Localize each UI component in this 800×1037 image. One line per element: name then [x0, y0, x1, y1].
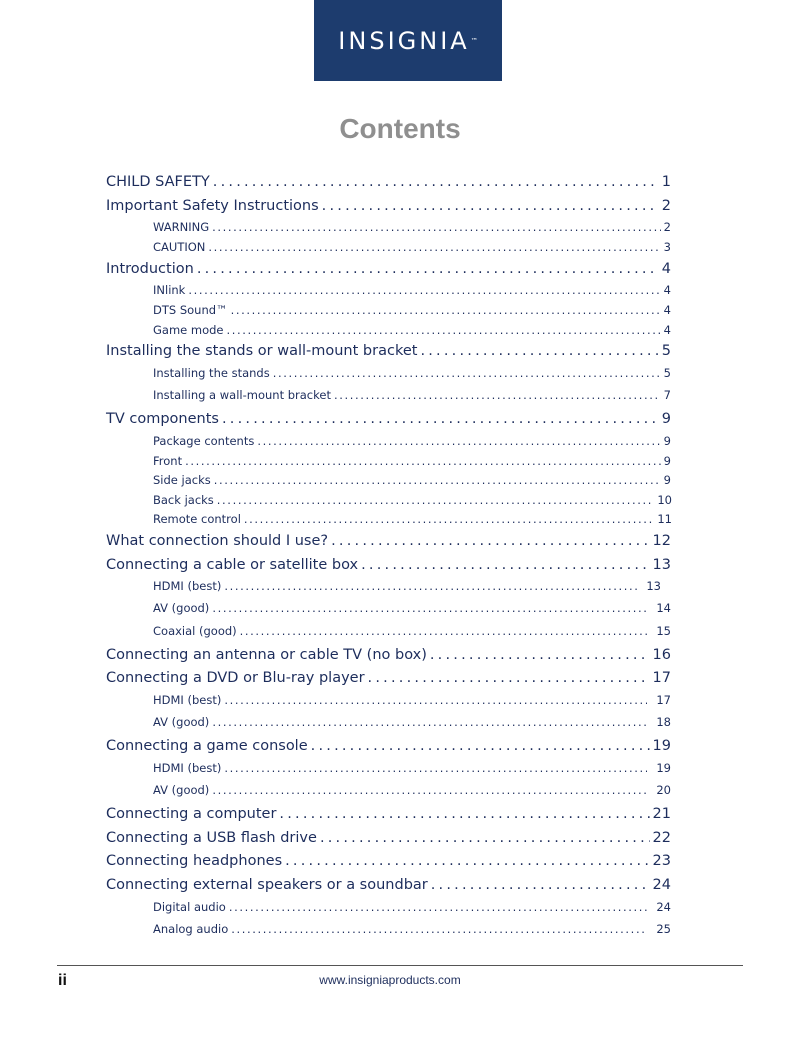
dot-leader [334, 388, 661, 402]
trademark-mark: ™ [470, 36, 478, 45]
toc-entry-page: 14 [656, 601, 671, 615]
toc-subentry-inlink[interactable] [153, 283, 671, 297]
toc-entry-page: 21 [652, 806, 671, 822]
dot-leader [212, 715, 647, 729]
dot-leader [217, 493, 655, 507]
toc-entry-speakers-soundbar[interactable] [106, 877, 671, 893]
brand-logo [314, 0, 502, 81]
toc-entry-page: 2 [663, 220, 671, 234]
dot-leader [273, 366, 661, 380]
dot-leader [431, 877, 650, 893]
dot-leader [224, 579, 637, 593]
dot-leader [430, 647, 650, 663]
toc-entry-game-console[interactable] [106, 738, 671, 754]
toc-entry-label: WARNING [153, 220, 210, 234]
dot-leader [197, 261, 659, 277]
toc-subentry-side-jacks[interactable] [153, 473, 671, 487]
toc-subentry-av-good[interactable] [153, 783, 671, 797]
toc-entry-headphones[interactable] [106, 853, 671, 869]
toc-subentry-digital-audio[interactable] [153, 900, 671, 914]
dot-leader [185, 454, 661, 468]
toc-entry-label: Introduction [106, 261, 194, 277]
dot-leader [279, 806, 649, 822]
dot-leader [257, 434, 660, 448]
dot-leader [231, 303, 661, 317]
dot-leader [212, 601, 647, 615]
toc-entry-label: DTS Sound™ [153, 303, 228, 317]
dot-leader [188, 283, 660, 297]
toc-entry-page: 7 [663, 388, 671, 402]
dot-leader [331, 533, 649, 549]
toc-subentry-warning[interactable] [153, 220, 671, 234]
toc-subentry-remote-control[interactable] [153, 512, 672, 526]
toc-entry-page: 4 [661, 261, 671, 277]
toc-entry-page: 20 [656, 783, 671, 797]
dot-leader [212, 220, 661, 234]
toc-entry-child-safety[interactable] [106, 174, 671, 190]
toc-entry-page: 9 [661, 411, 671, 427]
toc-entry-label: Installing the stands or wall-mount bracket [106, 343, 418, 359]
toc-subentry-caution[interactable] [153, 240, 671, 254]
toc-entry-label: AV (good) [153, 601, 210, 615]
dot-leader [322, 198, 659, 214]
toc-entry-label: Connecting a computer [106, 806, 277, 822]
toc-entry-page: 15 [656, 624, 671, 638]
dot-leader [214, 473, 661, 487]
toc-subentry-package-contents[interactable] [153, 434, 671, 448]
toc-entry-label: Connecting a DVD or Blu-ray player [106, 670, 365, 686]
toc-entry-label: Game mode [153, 323, 224, 337]
toc-entry-page: 5 [663, 366, 671, 380]
toc-entry-what-connection[interactable] [106, 533, 671, 549]
dot-leader [244, 512, 654, 526]
toc-entry-page: 16 [652, 647, 671, 663]
toc-entry-page: 19 [656, 761, 671, 775]
toc-entry-label: Coaxial (good) [153, 624, 237, 638]
toc-entry-page: 2 [661, 198, 671, 214]
toc-entry-antenna-cable-tv[interactable] [106, 647, 671, 663]
toc-subentry-analog-audio[interactable] [153, 922, 671, 936]
toc-entry-label: TV components [106, 411, 219, 427]
toc-entry-label: Back jacks [153, 493, 214, 507]
toc-entry-page: 10 [657, 493, 672, 507]
toc-entry-label: Connecting headphones [106, 853, 283, 869]
dot-leader [224, 693, 647, 707]
dot-leader [222, 411, 659, 427]
toc-entry-page: 9 [663, 454, 671, 468]
toc-subentry-back-jacks[interactable] [153, 493, 672, 507]
toc-entry-label: What connection should I use? [106, 533, 329, 549]
toc-entry-label: HDMI (best) [153, 693, 222, 707]
toc-entry-page: 17 [656, 693, 671, 707]
brand-name: INSIGNIA [338, 26, 470, 55]
dot-leader [212, 783, 647, 797]
toc-subentry-wall-mount[interactable] [153, 388, 671, 402]
toc-entry-page: 13 [652, 557, 671, 573]
toc-entry-label: Installing the stands [153, 366, 270, 380]
toc-entry-computer[interactable] [106, 806, 671, 822]
footer-divider [57, 965, 743, 966]
toc-subentry-dts-sound[interactable] [153, 303, 671, 317]
toc-entry-page: 25 [656, 922, 671, 936]
toc-entry-label: HDMI (best) [153, 761, 222, 775]
toc-entry-label: Connecting an antenna or cable TV (no box) [106, 647, 427, 663]
dot-leader [224, 761, 647, 775]
toc-entry-installing-stands-bracket[interactable] [106, 343, 671, 359]
toc-entry-page: 3 [663, 240, 671, 254]
dot-leader [240, 624, 648, 638]
toc-entry-page: 13 [646, 579, 661, 593]
dot-leader [361, 557, 649, 573]
toc-subentry-front[interactable] [153, 454, 671, 468]
dot-leader [420, 343, 658, 359]
toc-entry-label: AV (good) [153, 715, 210, 729]
toc-entry-page: 19 [652, 738, 671, 754]
toc-subentry-hdmi-best[interactable] [153, 693, 671, 707]
toc-entry-page: 12 [652, 533, 671, 549]
dot-leader [227, 323, 661, 337]
toc-subentry-hdmi-best[interactable] [153, 579, 661, 593]
toc-entry-label: Connecting external speakers or a soundbar [106, 877, 428, 893]
toc-entry-page: 22 [652, 830, 671, 846]
toc-entry-page: 11 [657, 512, 672, 526]
toc-entry-page: 23 [652, 853, 671, 869]
dot-leader [213, 174, 659, 190]
toc-entry-page: 4 [663, 303, 671, 317]
toc-subentry-game-mode[interactable] [153, 323, 671, 337]
toc-entry-label: CHILD SAFETY [106, 174, 210, 190]
toc-entry-dvd-bluray[interactable] [106, 670, 671, 686]
toc-entry-page: 17 [652, 670, 671, 686]
toc-entry-introduction[interactable] [106, 261, 671, 277]
dot-leader [231, 922, 647, 936]
toc-entry-label: AV (good) [153, 783, 210, 797]
page-number: ii [58, 972, 67, 989]
toc-entry-page: 9 [663, 434, 671, 448]
toc-entry-label: Connecting a USB flash drive [106, 830, 317, 846]
dot-leader [320, 830, 650, 846]
toc-entry-label: Connecting a game console [106, 738, 308, 754]
toc-entry-label: Side jacks [153, 473, 211, 487]
toc-entry-label: Installing a wall-mount bracket [153, 388, 331, 402]
toc-entry-page: 5 [661, 343, 671, 359]
toc-entry-page: 9 [663, 473, 671, 487]
dot-leader [229, 900, 648, 914]
toc-subentry-av-good[interactable] [153, 601, 671, 615]
toc-entry-usb-flash-drive[interactable] [106, 830, 671, 846]
footer-url: www.insigniaproducts.com [319, 973, 461, 987]
dot-leader [368, 670, 650, 686]
toc-subentry-coaxial-good[interactable] [153, 624, 671, 638]
toc-entry-page: 1 [661, 174, 671, 190]
toc-subentry-hdmi-best[interactable] [153, 761, 671, 775]
dot-leader [311, 738, 650, 754]
toc-entry-label: Connecting a cable or satellite box [106, 557, 359, 573]
toc-entry-page: 18 [656, 715, 671, 729]
page-title: Contents [339, 113, 461, 144]
toc-entry-label: HDMI (best) [153, 579, 222, 593]
toc-entry-page: 24 [656, 900, 671, 914]
toc-entry-label: Remote control [153, 512, 241, 526]
toc-subentry-av-good[interactable] [153, 715, 671, 729]
toc-entry-label: Important Safety Instructions [106, 198, 319, 214]
toc-entry-label: Digital audio [153, 900, 226, 914]
dot-leader [208, 240, 660, 254]
toc-entry-label: CAUTION [153, 240, 206, 254]
toc-entry-label: INlink [153, 283, 186, 297]
toc-entry-label: Front [153, 454, 183, 468]
toc-entry-page: 24 [652, 877, 671, 893]
toc-entry-cable-satellite[interactable] [106, 557, 671, 573]
toc-entry-safety-instructions[interactable] [106, 198, 671, 214]
toc-entry-tv-components[interactable] [106, 411, 671, 427]
toc-entry-page: 4 [663, 323, 671, 337]
toc-subentry-installing-stands[interactable] [153, 366, 671, 380]
toc-entry-page: 4 [663, 283, 671, 297]
toc-entry-label: Analog audio [153, 922, 229, 936]
dot-leader [285, 853, 649, 869]
toc-entry-label: Package contents [153, 434, 255, 448]
